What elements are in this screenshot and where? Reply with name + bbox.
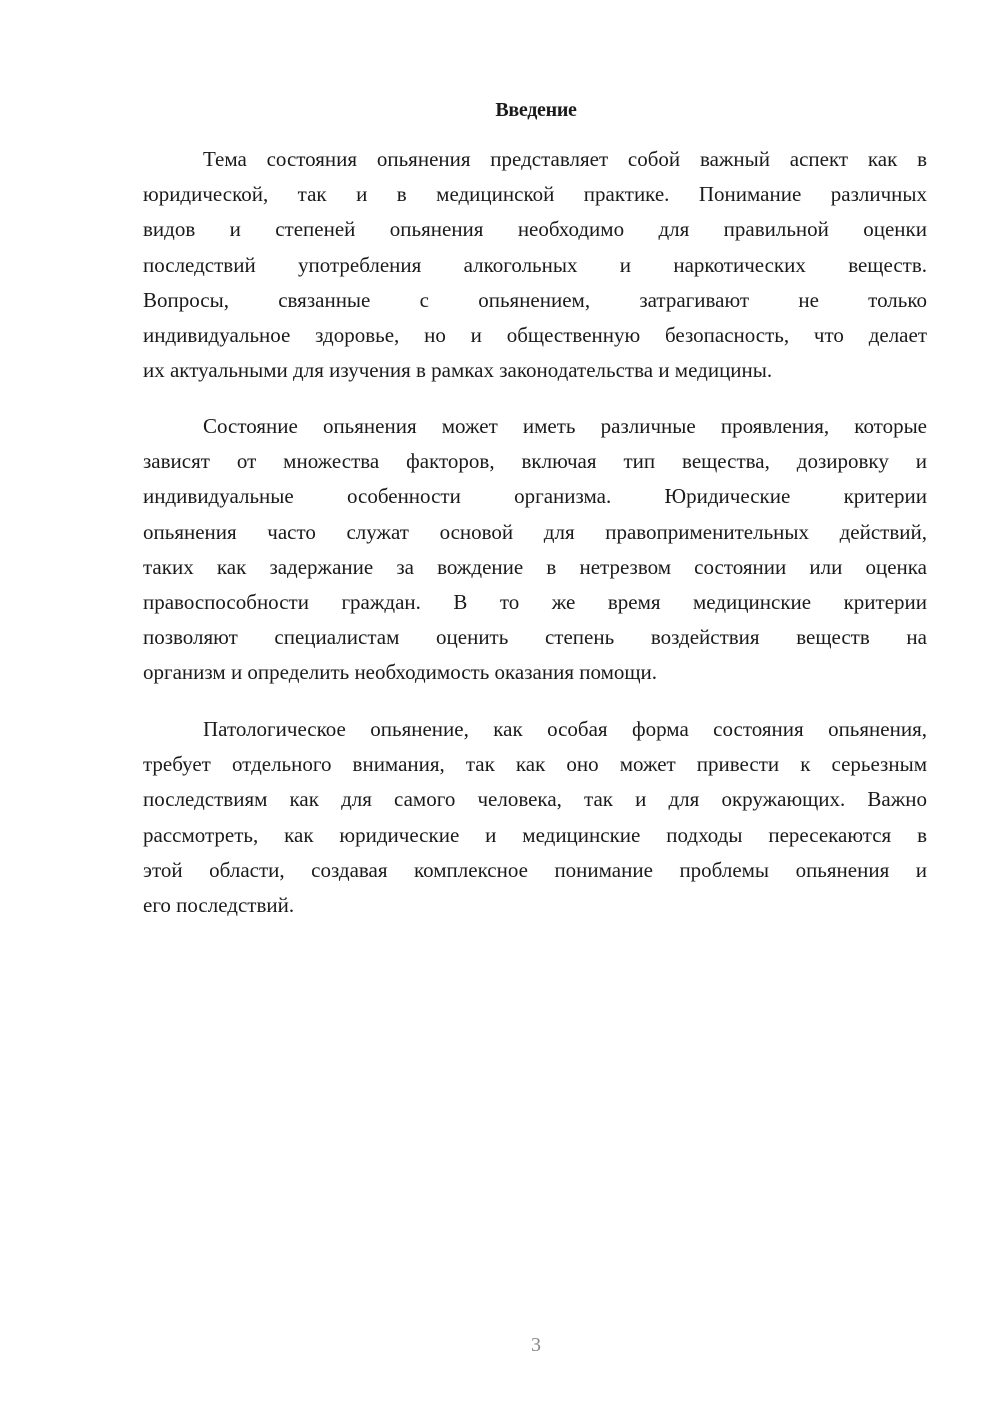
page-number: 3 [531,1334,541,1356]
paragraph [143,409,927,691]
paragraph [143,712,927,923]
text-line: рассмотреть, как юридические и медицинские подходы пересекаются в [143,822,927,847]
text-line: таких как задержание за вождение в нетрезвом состоянии или оценка [143,554,927,579]
text-line: последствиям как для самого человека, так и для окружающих. Важно [143,787,927,812]
text-line: организм и определить необходимость оказания помощи. [143,660,658,685]
text-line: этой области, создавая комплексное понимание проблемы опьянения и [143,857,927,882]
text-line: опьянения часто служат основой для правоприменительных действий, [143,519,927,544]
text-line: индивидуальные особенности организма. Юридические критерии [143,484,927,509]
text-line: зависят от множества факторов, включая тип вещества, дозировку и [143,449,927,474]
text-line: юридической, так и в медицинской практике. Понимание различных [143,182,927,207]
text-line: Патологическое опьянение, как особая форма состояния опьянения, [203,717,927,741]
text-line: их актуальными для изучения в рамках законодательства и медицины. [143,358,773,383]
paragraph [143,142,927,388]
text-line: Тема состояния опьянения представляет собой важный аспект как в [203,147,927,171]
text-line: Вопросы, связанные с опьянением, затрагивают не только [143,287,927,312]
text-line: требует отдельного внимания, так как оно может привести к серьезным [143,752,927,777]
text-line: его последствий. [143,892,295,917]
section-heading: Введение [495,99,577,121]
text-line: позволяют специалистам оценить степень воздействия веществ на [143,625,927,650]
text-line: правоспособности граждан. В то же время медицинские критерии [143,589,927,614]
text-line: последствий употребления алкогольных и наркотических веществ. [143,252,927,277]
text-line: Состояние опьянения может иметь различные проявления, которые [203,414,927,438]
text-line: видов и степеней опьянения необходимо для правильной оценки [143,217,927,242]
text-line: индивидуальное здоровье, но и общественную безопасность, что делает [143,322,927,347]
